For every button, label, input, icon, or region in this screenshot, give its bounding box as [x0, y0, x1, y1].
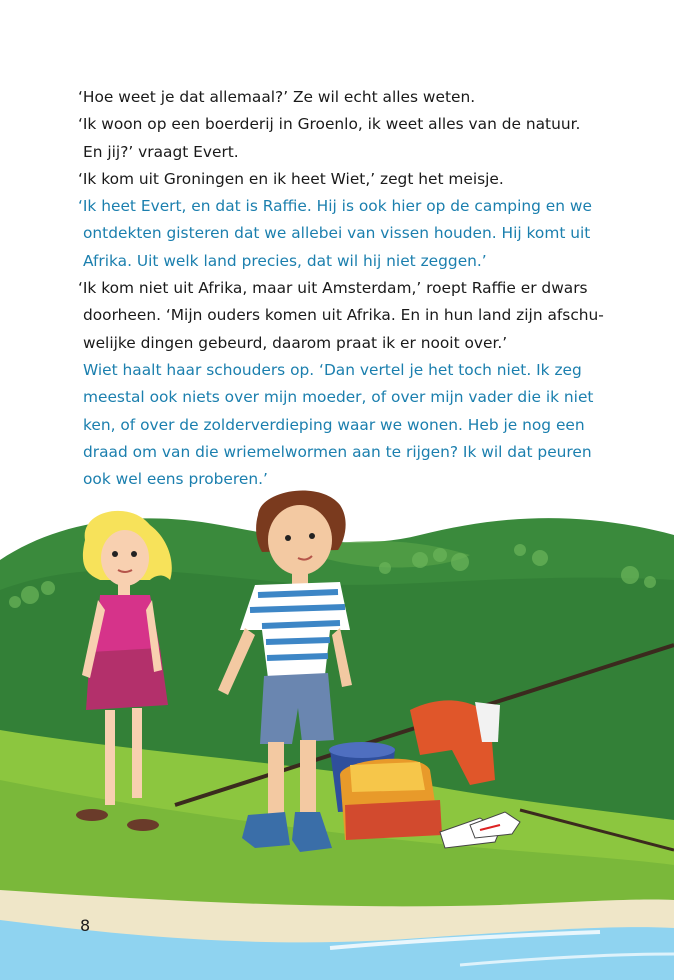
- text-line: doorheen. ‘Mijn ouders komen uit Afrika. En in hun land zijn afschu-: [83, 306, 604, 325]
- text-line: welijke dingen gebeurd, daarom praat ik er nooit over.’: [83, 333, 508, 352]
- story-illustration: [0, 480, 674, 980]
- text-line: ‘Ik woon op een boerderij in Groenlo, ik weet alles van de natuur.: [78, 115, 581, 134]
- backpack: [340, 759, 442, 840]
- text-line: ‘Ik kom uit Groningen en ik heet Wiet,’ zegt het meisje.: [78, 169, 504, 188]
- text-line: draad om van die wriemelwormen aan te rijgen? Ik wil dat peuren: [83, 442, 592, 461]
- text-line: ontdekten gisteren dat we allebei van vissen houden. Hij komt uit: [83, 224, 591, 243]
- text-line: ‘Ik heet Evert, en dat is Raffie. Hij is ook hier op de camping en we: [78, 197, 592, 216]
- girl-neck: [118, 583, 130, 595]
- text-line: ook wel eens proberen.’: [83, 470, 268, 489]
- boy-shoe: [242, 812, 290, 848]
- text-line: ken, of over de zolderverdieping waar we wonen. Heb je nog een: [83, 415, 585, 434]
- boy-leg: [300, 740, 316, 815]
- boy-leg: [268, 742, 284, 817]
- text-line: Wiet haalt haar schouders op. ‘Dan vertel je het toch niet. Ik zeg: [83, 360, 582, 379]
- text-line: meestal ook niets over mijn moeder, of over mijn vader die ik niet: [83, 388, 594, 407]
- page-number: 8: [80, 916, 91, 935]
- girl-face: [101, 530, 149, 586]
- text-line: En jij?’ vraagt Evert.: [83, 142, 239, 161]
- boy-face: [268, 505, 332, 575]
- girl-leg: [105, 710, 115, 805]
- story-text: [78, 84, 618, 493]
- text-line: Afrika. Uit welk land precies, dat wil hij niet zeggen.’: [83, 251, 487, 270]
- text-line: ‘Ik kom niet uit Afrika, maar uit Amsterdam,’ roept Raffie er dwars: [78, 279, 588, 298]
- girl-leg: [132, 708, 142, 798]
- text-line: ‘Hoe weet je dat allemaal?’ Ze wil echt alles weten.: [78, 88, 476, 106]
